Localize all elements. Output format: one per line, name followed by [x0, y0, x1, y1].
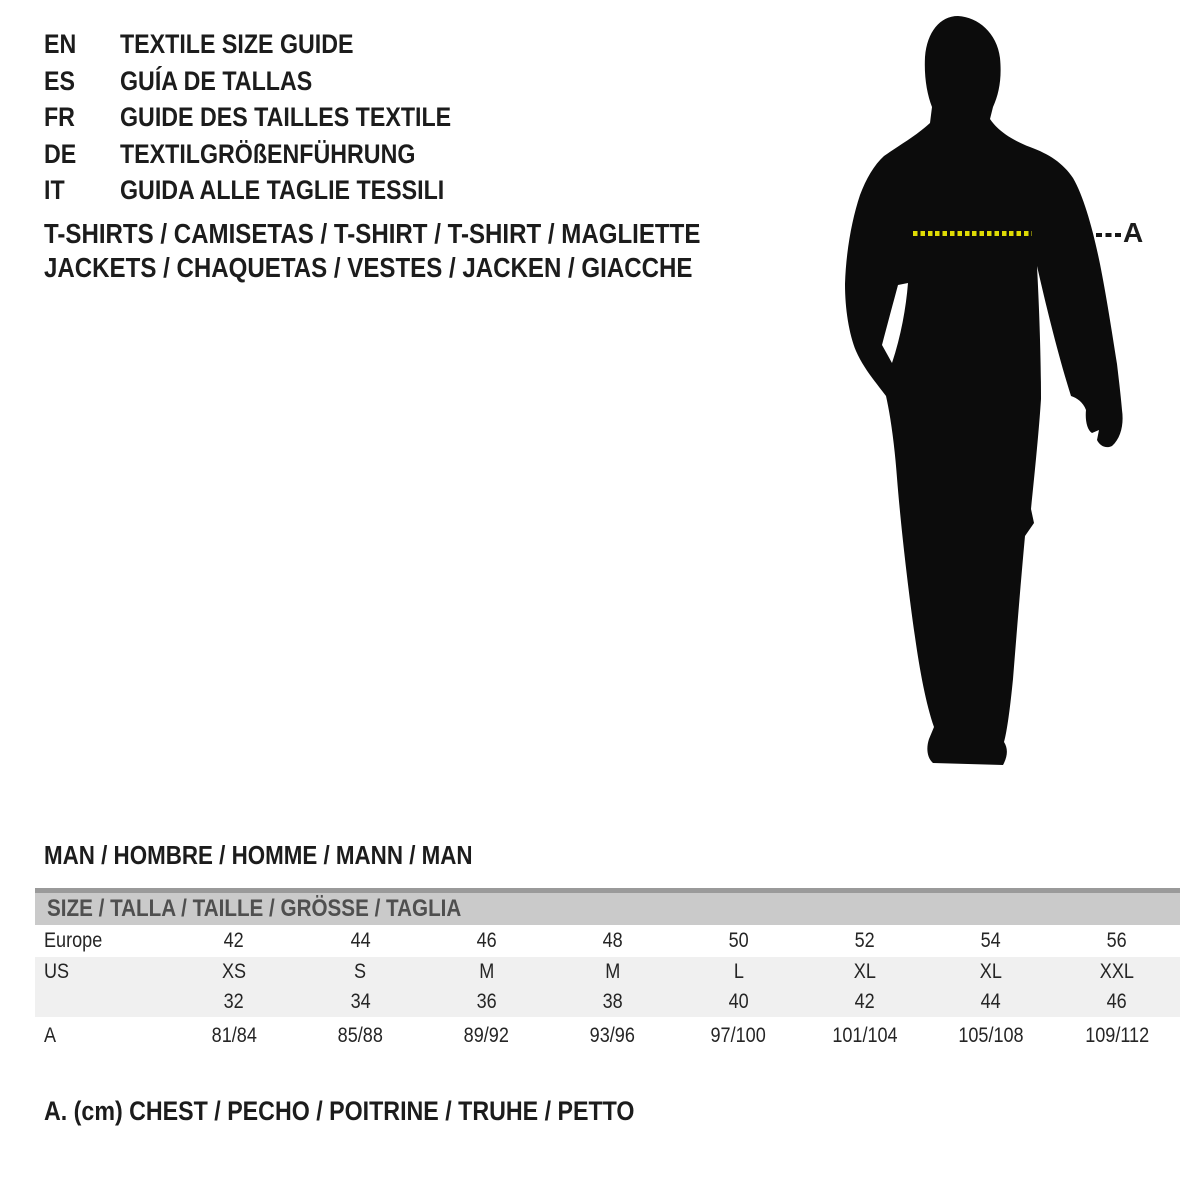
- man-silhouette-body: [845, 16, 1123, 765]
- measure-callout-dashes: [1096, 233, 1122, 237]
- size-cell: 101/104: [832, 1023, 898, 1047]
- language-code: ES: [44, 65, 75, 96]
- row-label: Europe: [44, 929, 103, 952]
- language-code: FR: [44, 102, 75, 132]
- measurement-footnote: A. (cm) CHEST / PECHO / POITRINE / TRUHE / PETTO: [44, 1096, 635, 1126]
- size-table-header-bar: [35, 888, 1180, 925]
- size-table: [35, 925, 1180, 1054]
- size-table-header-text: SIZE / TALLA / TAILLE / GRÖSSE / TAGLIA: [47, 895, 462, 922]
- size-cell: XL: [853, 960, 876, 983]
- size-table-row-europe: [35, 925, 1180, 957]
- size-cell: 54: [980, 929, 1001, 952]
- language-label: GUIDA ALLE TAGLIE TESSILI: [120, 175, 445, 205]
- row-label: A: [44, 1023, 57, 1047]
- size-cell: 46: [1106, 990, 1127, 1013]
- size-table-row-a: [35, 1017, 1180, 1054]
- size-cell: 48: [602, 929, 623, 952]
- size-cell: L: [733, 960, 744, 983]
- language-code: IT: [44, 175, 65, 205]
- size-cell: S: [354, 960, 367, 983]
- size-table-row-us: [35, 957, 1180, 987]
- size-cell: 36: [476, 990, 497, 1013]
- size-cell: 56: [1106, 929, 1127, 952]
- language-label: GUIDE DES TAILLES TEXTILE: [120, 102, 452, 132]
- size-cell: XXL: [1099, 960, 1135, 983]
- category-line-1: T-SHIRTS / CAMISETAS / T-SHIRT / T-SHIRT / MAGLIETTE: [44, 218, 701, 249]
- size-cell: 109/112: [1084, 1023, 1149, 1047]
- row-label: [35, 987, 171, 1017]
- size-cell: 85/88: [337, 1023, 383, 1047]
- category-line-2: JACKETS / CHAQUETAS / VESTES / JACKEN / GIACCHE: [44, 252, 693, 283]
- size-cell: 38: [602, 990, 623, 1013]
- size-table-row-numeric: [35, 987, 1180, 1017]
- row-label: US: [44, 960, 70, 983]
- language-code: EN: [44, 29, 77, 59]
- size-cell: 44: [980, 990, 1001, 1013]
- chest-measure-dotted-line: [913, 231, 1032, 236]
- size-table-body: [35, 925, 1180, 1054]
- size-cell: 32: [224, 990, 245, 1013]
- size-cell: 81/84: [211, 1023, 257, 1047]
- size-cell: 105/108: [958, 1023, 1024, 1047]
- size-cell: XS: [222, 960, 247, 983]
- language-code: DE: [44, 138, 77, 169]
- size-cell: 42: [224, 929, 245, 952]
- gender-line: MAN / HOMBRE / HOMME / MANN / MAN: [44, 840, 473, 870]
- size-cell: 40: [728, 990, 749, 1013]
- size-cell: 89/92: [463, 1023, 509, 1047]
- size-cell: 34: [350, 990, 371, 1013]
- language-label: TEXTILE SIZE GUIDE: [120, 29, 354, 59]
- size-cell: 93/96: [589, 1023, 636, 1047]
- size-cell: XL: [979, 960, 1002, 983]
- size-cell: 44: [350, 929, 371, 952]
- size-cell: M: [604, 960, 620, 983]
- size-cell: 97/100: [710, 1023, 767, 1047]
- size-cell: M: [478, 960, 494, 983]
- size-cell: 42: [854, 990, 875, 1013]
- measure-label-a: A: [1123, 217, 1144, 248]
- language-label: TEXTILGRÖßENFÜHRUNG: [120, 138, 416, 169]
- size-cell: 46: [476, 929, 497, 952]
- language-label: GUÍA DE TALLAS: [120, 65, 313, 96]
- size-cell: 52: [854, 929, 875, 952]
- size-cell: 50: [728, 929, 749, 952]
